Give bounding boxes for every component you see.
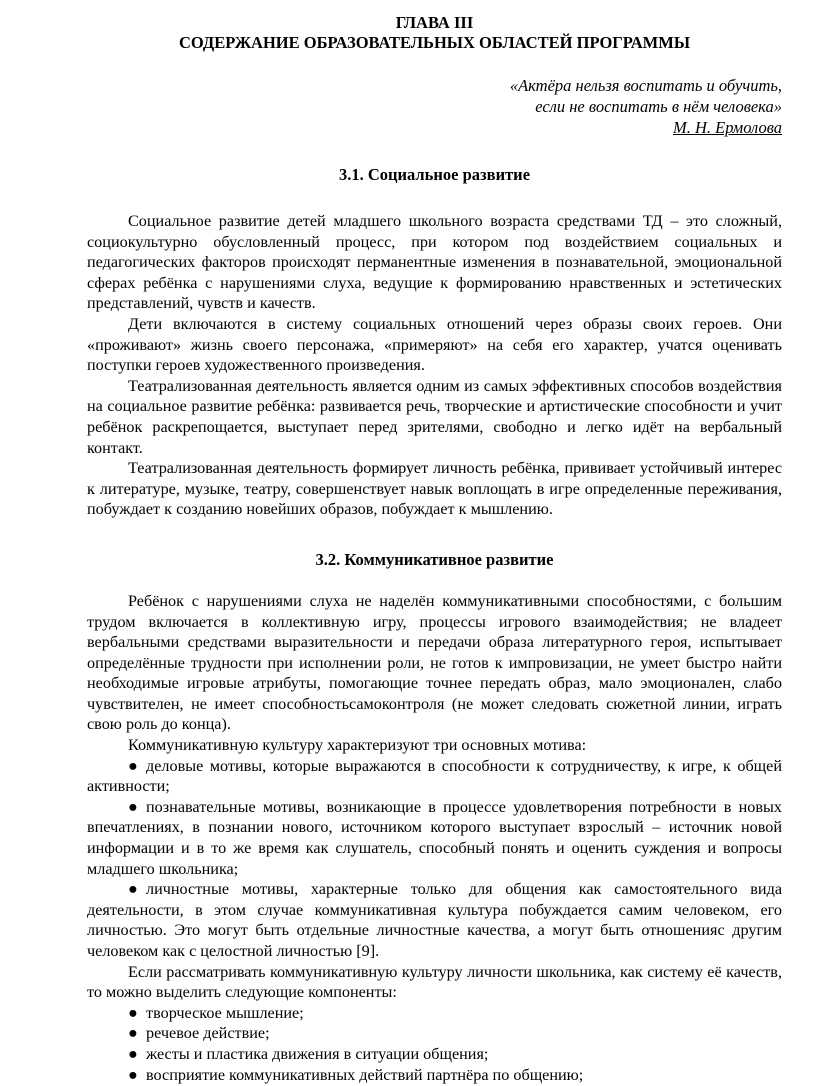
component-text: речевое действие; — [146, 1024, 270, 1043]
bullet-icon: ● — [128, 1024, 138, 1043]
chapter-heading — [87, 13, 782, 53]
section-1-paragraph-3: Театрализованная деятельность является одним из самых эффективных способов воздействия на социальное развитие ребёнка: развивается речь, творческие и артистические способности и учит ребёнок раскрепощается, выступает перед зрителями, свободно и легко идёт на вербальный контакт. — [87, 376, 782, 457]
epigraph — [87, 75, 782, 138]
document-page — [87, 13, 782, 1085]
motive-text: личностные мотивы, характерные только для общения как самостоятельного вида деятельности, в этом случае коммуникативная культура побуждается самим человеком, его личностью. Это могут быть отдельные личностные качества, а могут быть отношенияс другим человеком как с целостной личностью [9]. — [87, 880, 782, 960]
component-item — [87, 1003, 782, 1024]
section-1-paragraph-4: Театрализованная деятельность формирует личность ребёнка, прививает устойчивый интерес к литературе, музыке, театру, совершенствует навык воплощать в игре определенные переживания, побуждает к созданию новейших образов, побуждает к мышлению. — [87, 459, 782, 519]
motive-item — [87, 879, 782, 961]
components-intro: Если рассматривать коммуникативную культуру личности школьника, как систему её качеств, то можно выделить следующие компоненты: — [87, 962, 782, 1002]
component-text: жесты и пластика движения в ситуации общения; — [146, 1044, 489, 1063]
component-text: восприятие коммуникативных действий партнёра по общению; — [146, 1065, 584, 1084]
section-2-title: 3.2. Коммуникативное развитие — [315, 549, 554, 569]
section-1-title: 3.1. Социальное развитие — [338, 165, 531, 184]
section-2-paragraph-1: Ребёнок с нарушениями слуха не наделён коммуникативными способностями, с большим трудом включается в коллективную игру, процессы игрового взаимодействия; не владеет вербальными средствами выразительности и передачи образа литературного героя, испытывает определённые трудности при исполнении роли, не готов к импровизации, не умеет быстро найти необходимые игровые атрибуты, помогающие точнее передать образ, мало эмоционален, слабо чувствителен, не имеет способностьсамоконтроля (не может следовать сюжетной линии, играть свою роль до конца). — [87, 591, 782, 734]
component-text: творческое мышление; — [146, 1003, 304, 1022]
bullet-icon: ● — [128, 1065, 138, 1084]
component-item — [87, 1044, 782, 1065]
chapter-number: ГЛАВА III — [395, 13, 474, 32]
epigraph-line-1: «Актёра нельзя воспитать и обучить, — [509, 76, 782, 95]
bullet-icon: ● — [128, 756, 138, 775]
motive-item — [87, 756, 782, 797]
epigraph-author: М. Н. Ермолова — [673, 118, 782, 137]
epigraph-line-2: если не воспитать в нём человека» — [535, 97, 782, 116]
motive-text: познавательные мотивы, возникающие в процессе удовлетворения потребности в новых впечатлениях, в познании нового, источником которого выступает взрослый – источник новой информации и в то же время как слушатель, способный понять и оценить суждения и вопросы младшего школьника; — [87, 797, 782, 878]
chapter-title: СОДЕРЖАНИЕ ОБРАЗОВАТЕЛЬНЫХ ОБЛАСТЕЙ ПРОГРАММЫ — [178, 33, 691, 52]
section-1-paragraph-1: Социальное развитие детей младшего школьного возраста средствами ТД – это сложный, социокультурно обусловленный процесс, при котором под воздействием социальных и педагогических факторов происходят перманентные изменения в познавательной, эмоциональной сферах ребёнка с нарушениями слуха, ведущие к формированию нравственных и эстетических представлений, чувств и качеств. — [87, 212, 782, 313]
motive-text: деловые мотивы, которые выражаются в способности к сотрудничеству, к игре, к общей активности; — [87, 756, 782, 796]
bullet-icon: ● — [128, 1003, 138, 1022]
section-2-paragraph-2: Коммуникативную культуру характеризуют три основных мотива: — [128, 736, 587, 755]
motive-item — [87, 797, 782, 879]
component-item — [87, 1023, 782, 1044]
section-1-paragraph-2: Дети включаются в систему социальных отношений через образы своих героев. Они «проживают» жизнь своего персонажа, «примеряют» на себя его характер, учатся оценивать поступки героев художественного произведения. — [87, 314, 782, 375]
bullet-icon: ● — [128, 880, 138, 899]
bullet-icon: ● — [128, 797, 138, 816]
bullet-icon: ● — [128, 1044, 138, 1063]
component-item — [87, 1065, 782, 1086]
